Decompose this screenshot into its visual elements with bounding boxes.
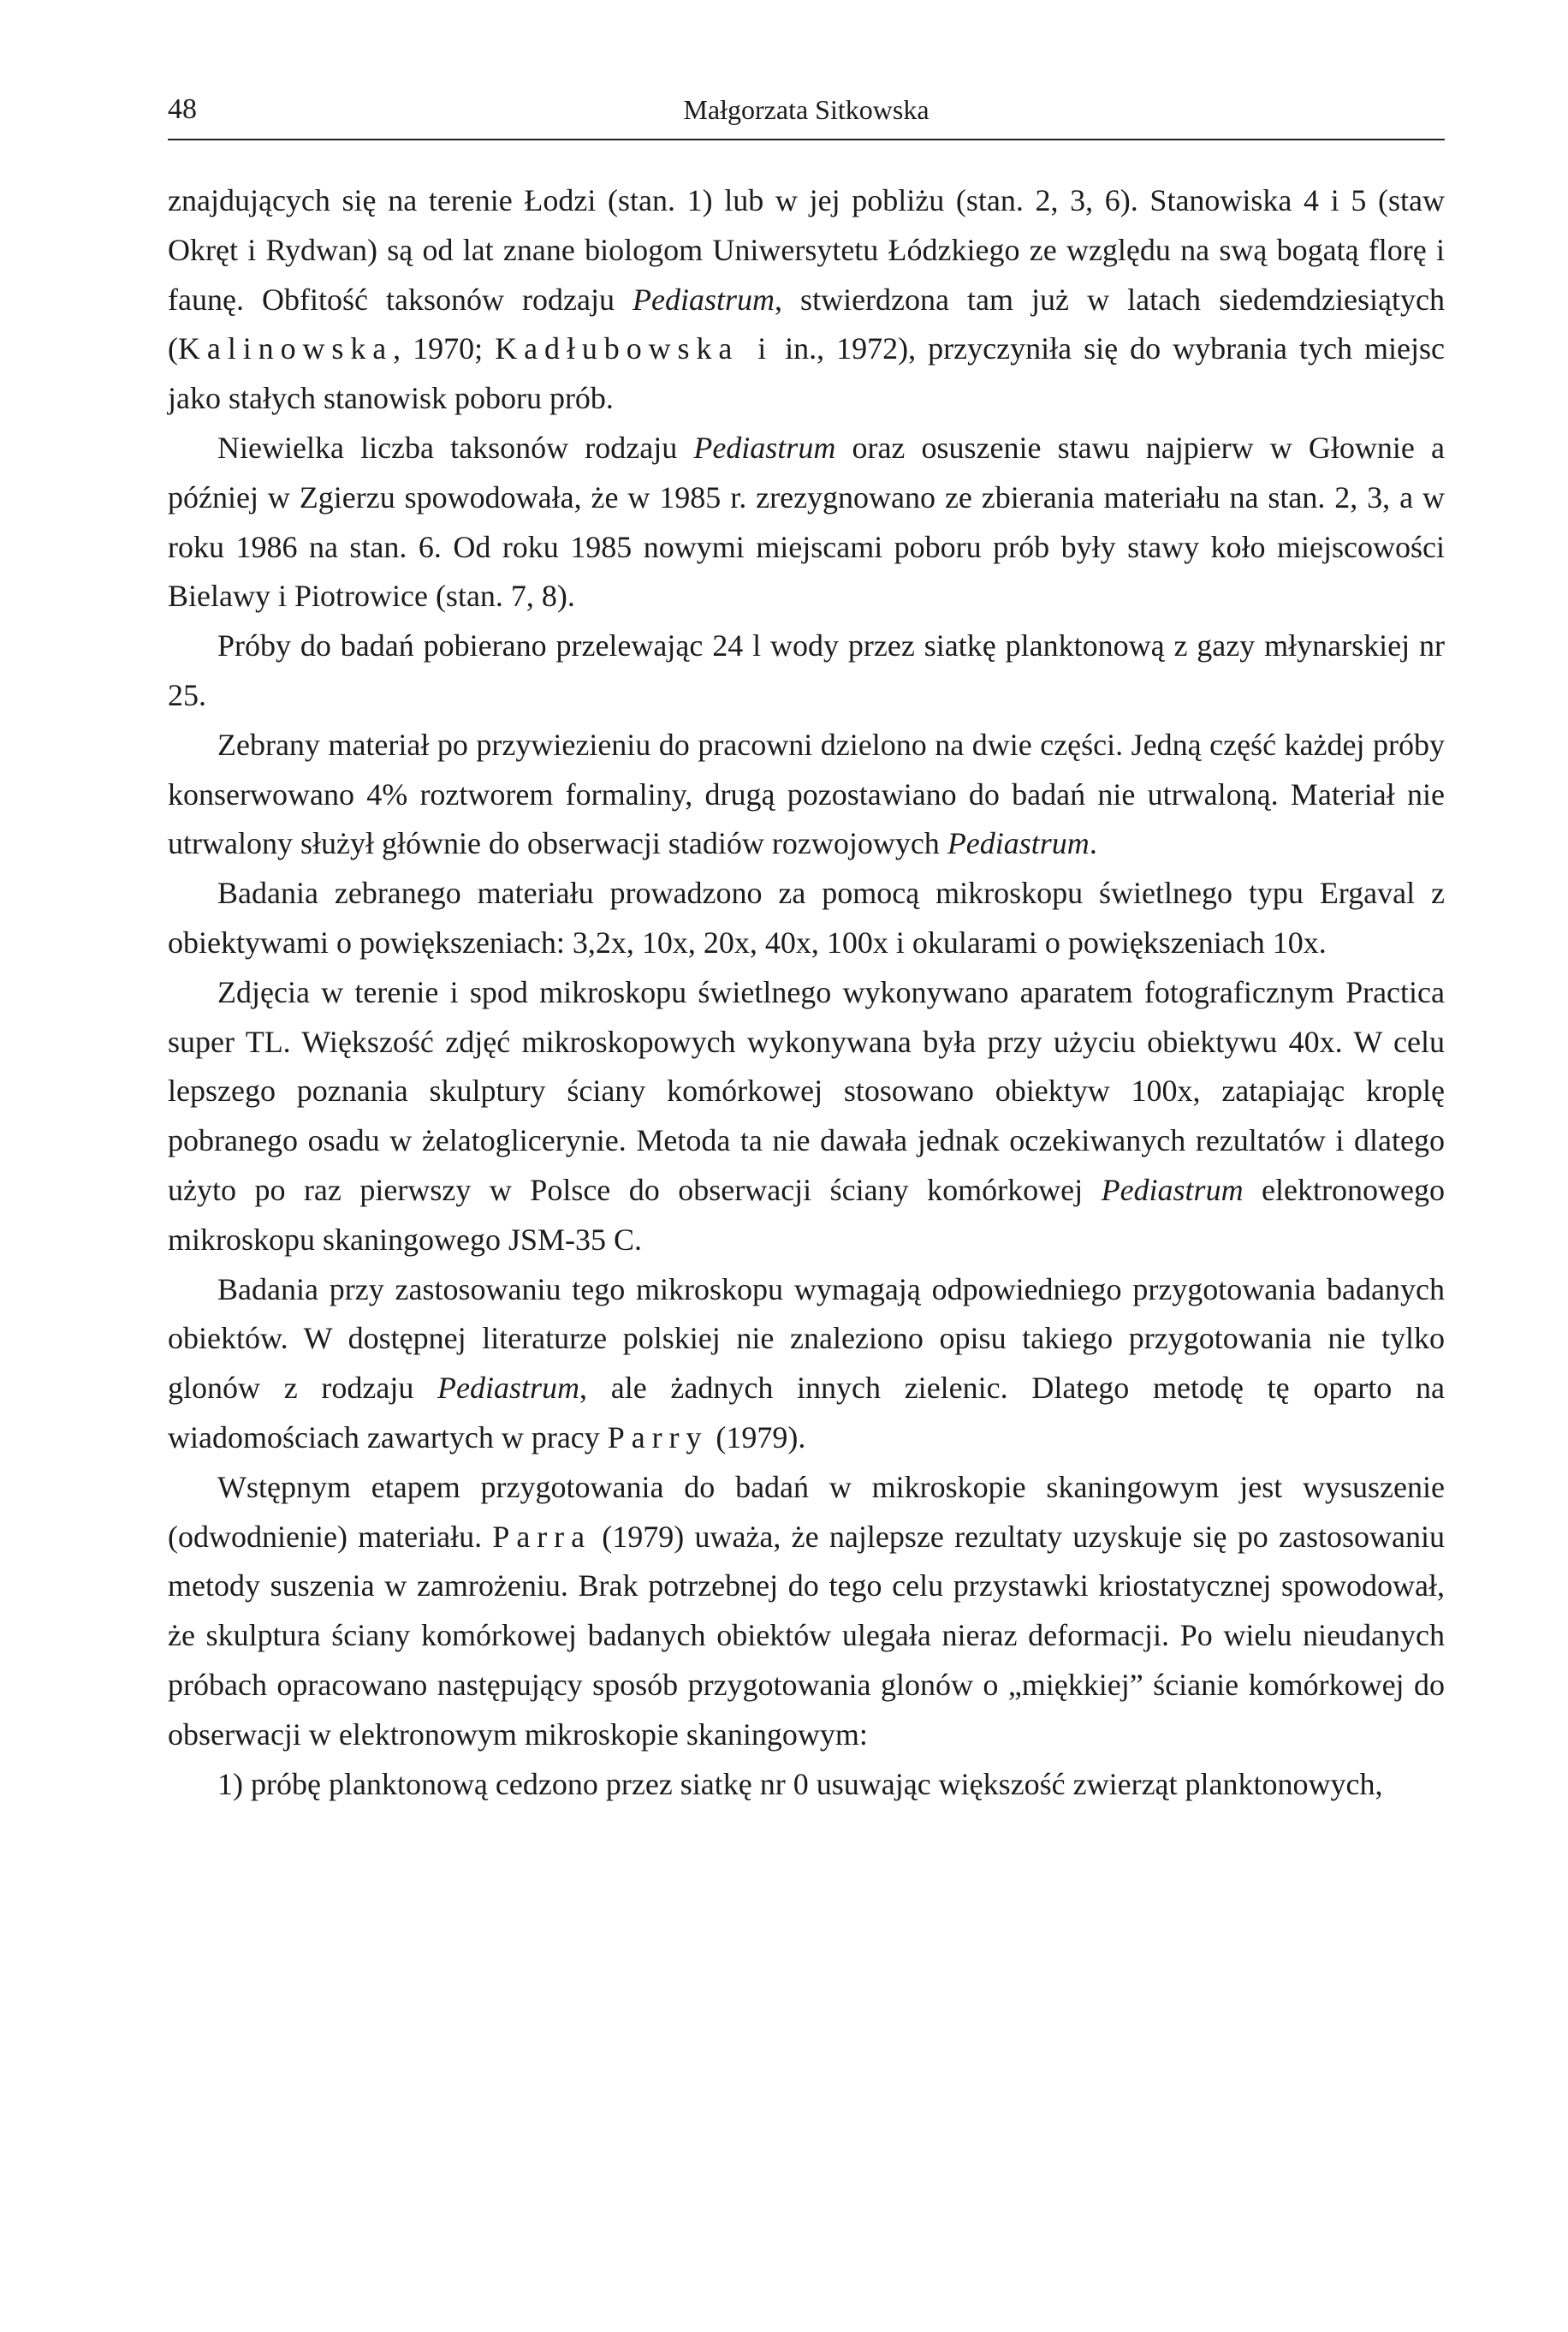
paragraph-site-changes: Niewielka liczba taksonów rodzaju Pediastrum oraz osuszenie stawu najpierw w Głownie a później w Zgierzu spowodowała, że w 1985 r. zrezygnowano ze zbierania materiału na stan. 2, 3, a w roku 1986 na stan. 6. Od roku 1985 nowymi miejscami poboru prób były stawy koło miejscowości Bielawy i Piotrowice (stan. 7, 8). [168,430,1446,614]
author-citation: Parra [492,1519,591,1554]
page-number: 48 [168,93,197,125]
paragraph-step-1: 1) próbę planktonową cedzono przez siatkę nr 0 usuwając większość zwierząt planktonowych, [217,1766,1383,1801]
genus-name: Pediastrum [947,826,1090,861]
article-body [168,176,1445,1809]
author-citation: Kalinowska [178,331,394,366]
genus-name: Pediastrum [1101,1172,1244,1207]
page-header [168,89,1445,130]
paragraph-study-sites: znajdujących się na terenie Łodzi (stan. 1) lub w jej pobliżu (stan. 2, 3, 6). Stanowiska 4 i 5 (staw Okręt i Rydwan) są od lat znane biologom Uniwersytetu Łódzkiego ze względu na swą bogatą florę i faunę. Obfitość taksonów rodzaju Pediastrum, stwierdzona tam już w latach siedemdziesiątych (Kalinowska, 1970; Kadłubowska i in., 1972), przyczyniła się do wybrania tych miejsc jako stałych stanowisk poboru prób. [168,183,1445,416]
paragraph-sem-preparation: Badania przy zastosowaniu tego mikroskopu wymagają odpowiedniego przygotowania badanych obiektów. W dostępnej literaturze polskiej nie znaleziono opisu takiego przygotowania nie tylko glonów z rodzaju Pediastrum, ale żadnych innych zielenic. Dlatego metodę tę oparto na wiadomościach zawartych w pracy Parry (1979). [168,1271,1445,1455]
paragraph-photography: Zdjęcia w terenie i spod mikroskopu świetlnego wykonywano aparatem fotograficznym Practica super TL. Większość zdjęć mikroskopowych wykonywana była przy użyciu obiektywu 40x. W celu lepszego poznania skulptury ściany komórkowej stosowano obiektyw 100x, zatapiając kroplę pobranego osadu w żelatoglicerynie. Metoda ta nie dawała jednak oczekiwanych rezultatów i dlatego użyto po raz pierwszy w Polsce do obserwacji ściany komórkowej Pediastrum elektronowego mikroskopu skaningowego JSM-35 C. [168,974,1445,1257]
genus-name: Pediastrum [437,1371,580,1406]
header-rule [168,139,1445,140]
paragraph-drying: Wstępnym etapem przygotowania do badań w mikroskopie skaningowym jest wysuszenie (odwodnienie) materiału. Parra (1979) uważa, że najlepsze rezultaty uzyskuje się po zastosowaniu metody suszenia w zamrożeniu. Brak potrzebnej do tego celu przystawki kriostatycznej spowodował, że skulptura ściany komórkowej badanych obiektów ulegała nieraz deformacji. Po wielu nieudanych próbach opracowano następujący sposób przygotowania glonów o „miękkiej” ścianie komórkowej do obserwacji w elektronowym mikroskopie skaningowym: [168,1469,1445,1752]
genus-name: Pediastrum [633,282,775,317]
paragraph-material: Zebrany materiał po przywiezieniu do pracowni dzielono na dwie części. Jedną część każdej próby konserwowano 4% roztworem formaliny, drugą pozostawiano do badań nie utrwaloną. Materiał nie utrwalony służył głównie do obserwacji stadiów rozwojowych Pediastrum. [168,727,1445,861]
author-citation: Kadłubowska i [495,331,774,366]
paragraph-sampling: Próby do badań pobierano przelewając 24 l wody przez siatkę planktonową z gazy młynarskiej nr 25. [168,628,1445,712]
paragraph-light-microscopy: Badania zebranego materiału prowadzono za pomocą mikroskopu świetlnego typu Ergaval z obiektywami o powiększeniach: 3,2x, 10x, 20x, 40x, 100x i okularami o powiększeniach 10x. [168,876,1445,960]
running-title: Małgorzata Sitkowska [683,94,930,125]
genus-name: Pediastrum [693,430,836,465]
author-citation: Parry [607,1419,709,1455]
